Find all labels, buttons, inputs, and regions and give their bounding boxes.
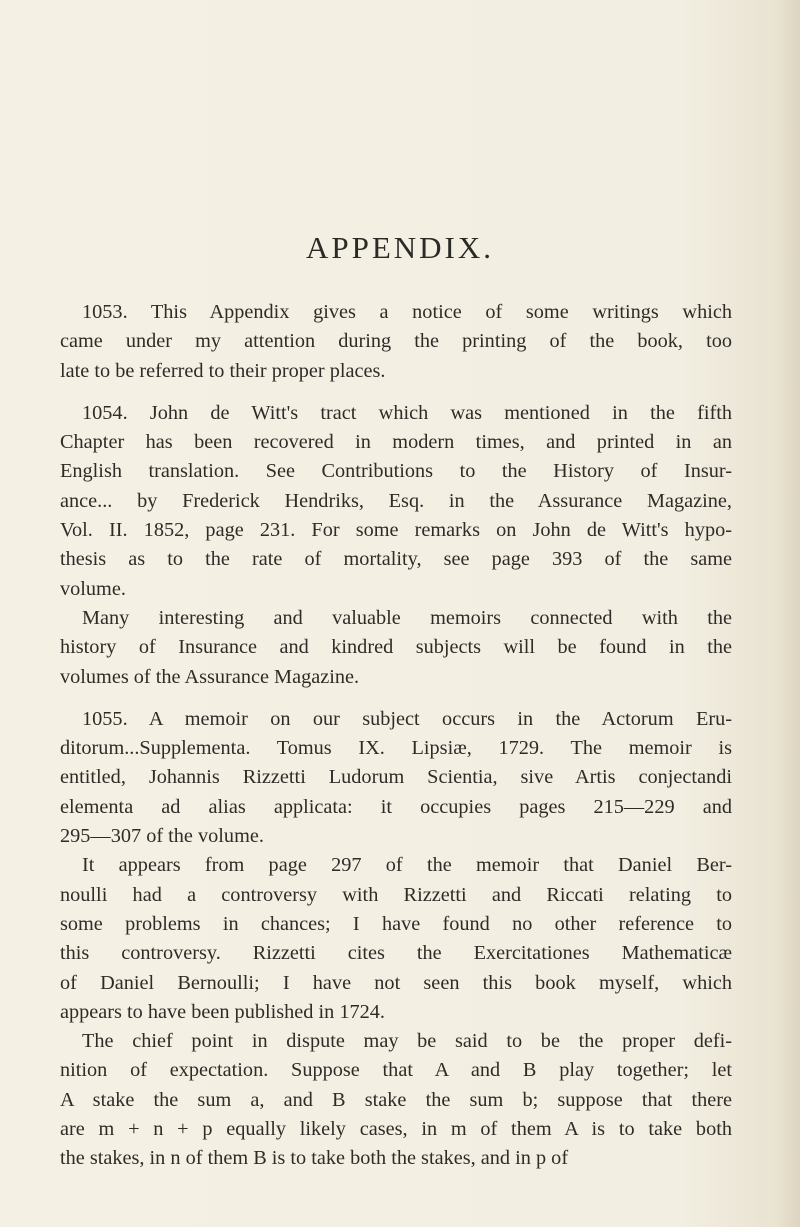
text-line: 295—307 of the volume. <box>60 825 264 848</box>
text-line: this controversy. Rizzetti cites the Exercitationes Mathematicæ <box>60 942 732 965</box>
text-line: Vol. II. 1852, page 231. For some remarks on John de Witt's hypo- <box>60 519 732 542</box>
text-line: A stake the sum a, and B stake the sum b; suppose that there <box>60 1088 732 1111</box>
text-line: Chapter has been recovered in modern times, and printed in an <box>60 431 732 454</box>
text-line: volume. <box>60 577 126 600</box>
text-line: nition of expectation. Suppose that A and B play together; let <box>60 1059 732 1082</box>
text-line: 1053. This Appendix gives a notice of some writings which <box>82 301 732 323</box>
text-line: ance... by Frederick Hendriks, Esq. in the Assurance Magazine, <box>60 489 732 512</box>
text-line: 1054. John de Witt's tract which was mentioned in the fifth <box>82 401 732 424</box>
text-line: The chief point in dispute may be said to be the proper defi- <box>82 1030 732 1053</box>
text-line: thesis as to the rate of mortality, see page 393 of the same <box>60 548 732 571</box>
text-line: are m + n + p equally likely cases, in m of them A is to take both <box>60 1118 732 1141</box>
text-line: volumes of the Assurance Magazine. <box>60 665 360 688</box>
text-line: elementa ad alias applicata: it occupies pages 215—229 and <box>60 795 732 818</box>
text-line: came under my attention during the printing of the book, too <box>60 330 732 353</box>
text-line: appears to have been published in 1724. <box>60 1000 385 1023</box>
text-line: ditorum...Supplementa. Tomus IX. Lipsiæ, 1729. The memoir is <box>60 737 732 760</box>
text-line: some problems in chances; I have found no other reference to <box>60 912 732 935</box>
paragraph-gap <box>60 386 732 399</box>
text-line: late to be referred to their proper places. <box>60 359 386 382</box>
text-line: It appears from page 297 of the memoir that Daniel Ber- <box>82 854 732 877</box>
paragraph-gap <box>60 692 732 705</box>
body-text <box>60 298 732 1174</box>
text-line: Many interesting and valuable memoirs connected with the <box>82 606 732 629</box>
text-line: English translation. See Contributions to the History of Insur- <box>60 460 732 483</box>
text-line: 1055. A memoir on our subject occurs in the Actorum Eru- <box>82 707 732 730</box>
text-line: history of Insurance and kindred subjects will be found in the <box>60 636 732 659</box>
text-line: noulli had a controversy with Rizzetti and Riccati relating to <box>60 883 732 906</box>
text-line: entitled, Johannis Rizzetti Ludorum Scientia, sive Artis conjectandi <box>60 766 732 789</box>
text-line: the stakes, in n of them B is to take both the stakes, and in p of <box>60 1147 569 1170</box>
text-line: of Daniel Bernoulli; I have not seen this book myself, which <box>60 971 732 994</box>
page-heading: APPENDIX. <box>305 230 495 265</box>
